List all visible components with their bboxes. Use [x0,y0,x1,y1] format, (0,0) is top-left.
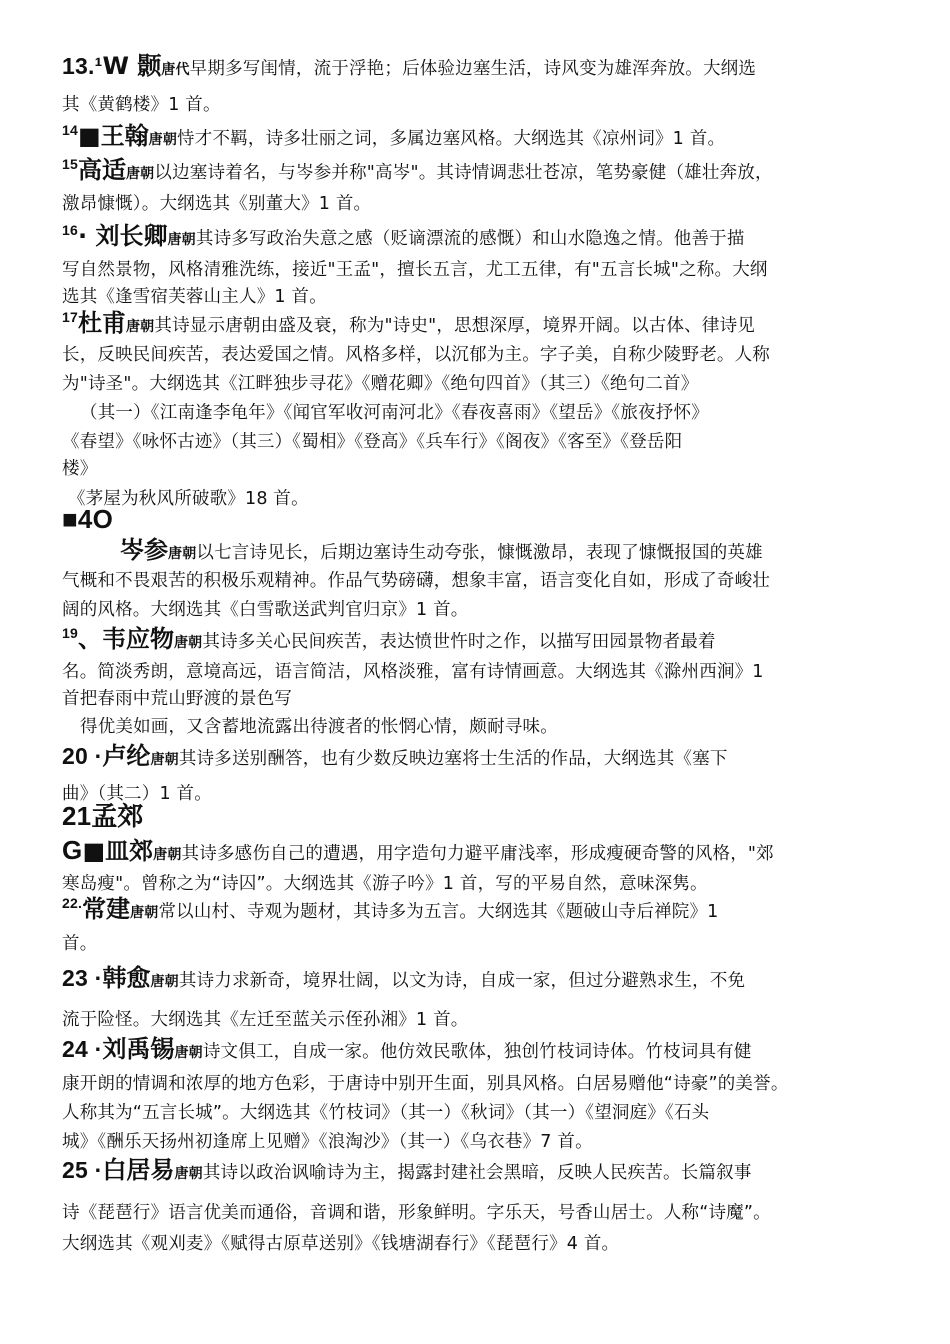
entry-text: 其诗显示唐朝由盛及衰，称为"诗史"，思想深厚，境界开阔。以古体、律诗见 [154,316,755,336]
dynasty-label: 唐代 [161,62,190,78]
entry-text-line: 激昂慷慨）。大纲选其《别董大》1 首。 [62,194,372,214]
dynasty-label: 唐朝 [153,847,182,863]
poet-name: 韩愈 [102,964,151,992]
entry-text: 常以山村、寺观为题材，其诗多为五言。大纲选其《题破山寺后禅院》1 [158,902,719,922]
poet-name: 杜甫 [77,309,126,337]
poet-name: 、韦应物 [77,625,174,653]
entry-text-line: 得优美如画，又含蓄地流露出待渡者的怅惘心情，颇耐寻味。 [80,717,558,737]
entry-text-line: 曲》（其二）1 首。 [62,784,212,804]
entry-text-line: 阔的风格。大纲选其《白雪歌送武判官归京》1 首。 [62,600,469,620]
dynasty-label: 唐朝 [174,1045,203,1061]
dynasty-label: 唐朝 [150,974,179,990]
entry-17-heading-line [62,311,755,339]
entry-text-line: 其《黄鹤楼》1 首。 [62,95,221,115]
entry-number: 16 [62,222,78,238]
entry-text-line: （其一）《江南逢李龟年》《闻官军收河南河北》《春夜喜雨》《望岳》《旅夜抒怀》 [80,403,709,423]
poet-name: ■王翰 [77,122,149,150]
entry-18-number-line [62,504,113,535]
dynasty-label: 唐朝 [125,319,155,335]
poet-name: 常建 [82,895,131,923]
entry-number: 22. [62,895,83,911]
entry-number: 20 · [62,743,103,769]
dynasty-label: 唐朝 [167,232,196,248]
entry-number: 17 [62,309,78,325]
dynasty-label: 唐朝 [125,166,155,182]
poet-name: W 颢 [102,52,162,80]
poet-name: 白居易 [102,1156,175,1184]
entry-number: G [62,835,83,865]
poet-name: 刘禹锡 [102,1035,175,1063]
entry-text-line: 诗《琵琶行》语言优美而通俗，音调和谐，形象鲜明。字乐天，号香山居士。人称“诗魔”。 [62,1203,771,1223]
entry-text-line: 康开朗的情调和浓厚的地方色彩，于唐诗中别开生面，别具风格。白居易赠他“诗豪”的美誉。 [62,1074,789,1094]
entry-text-line: 选其《逢雪宿芙蓉山主人》1 首。 [62,287,327,307]
entry-text-line: 首。 [62,934,98,954]
entry-number: 25 · [62,1157,103,1183]
entry-22-heading-line [62,897,719,925]
entry-text-line: 大纲选其《观刈麦》《赋得古原草送别》《钱塘湖春行》《琵琶行》4 首。 [62,1234,620,1254]
entry-text: 其诗多感伤自己的遭遇，用字造句力避平庸浅率，形成瘦硬奇警的风格，"郊 [181,844,774,864]
poet-name: ■皿郊 [82,837,154,865]
poet-name: · 刘长卿 [77,222,168,250]
entry-text-line: 气概和不畏艰苦的积极乐观精神。作品气势磅礴，想象丰富，语言变化自如，形成了奇峻壮 [62,571,770,591]
dynasty-label: 唐朝 [150,752,179,768]
entry-text-line: 名。简淡秀朗，意境高远，语言简洁，风格淡雅，富有诗情画意。大纲选其《滁州西涧》1 [62,662,764,682]
entry-15-heading-line [62,158,773,186]
entry-text-line: 人称其为“五言长城”。大纲选其《竹枝词》（其一）《秋词》（其一）《望洞庭》《石头 [62,1103,710,1123]
entry-text-line: 流于险怪。大纲选其《左迁至蓝关示侄孙湘》1 首。 [62,1010,469,1030]
entry-number: 13.¹ [62,53,103,79]
entry-text-line: 《春望》《咏怀古迹》（其三）《蜀相》《登高》《兵车行》《阁夜》《客至》《登岳阳 [62,432,683,452]
entry-text-line: 首把春雨中荒山野渡的景色写 [62,689,293,709]
entry-19-heading-line [62,627,716,655]
entry-number: 15 [62,156,78,172]
dynasty-label: 唐朝 [148,132,178,148]
entry-text: 以边塞诗着名，与岑参并称"高岑"。其诗情调悲壮苍凉，笔势豪健（雄壮奔放， [154,163,773,183]
entry-text-line: 楼》 [62,459,98,479]
entry-13-heading-line [62,54,756,82]
entry-number: 14 [62,122,78,138]
poet-name: 岑参 [120,536,168,564]
entry-text-line: 城》《酬乐天扬州初逢席上见赠》《浪淘沙》（其一）《乌衣巷》7 首。 [62,1132,593,1152]
entry-20-heading-line [62,744,728,772]
entry-text: 其诗力求新奇，境界壮阔，以文为诗，自成一家，但过分避熟求生，不免 [178,971,746,991]
dynasty-label: 唐朝 [168,546,197,562]
entry-text-line: 写自然景物，风格清雅洗练，接近"王孟"，擅长五言，尤工五律，有"五言长城"之称。大纲 [62,260,768,280]
poet-name: 孟郊 [91,802,144,832]
entry-number: 24 · [62,1036,103,1062]
entry-number: 23 · [62,965,103,991]
entry-text: 其诗以政治讽喻诗为主，揭露封建社会黑暗，反映人民疾苦。长篇叙事 [202,1163,752,1183]
entry-24-heading-line [62,1037,752,1065]
entry-text: 早期多写闺情，流于浮艳；后体验边塞生活，诗风变为雄浑奔放。大纲选 [189,59,757,79]
entry-number: 21 [62,801,92,831]
entry-text: 其诗多送别酬答，也有少数反映边塞将士生活的作品，大纲选其《塞下 [178,749,728,769]
entry-text: 其诗多写政治失意之感（贬谪漂流的感慨）和山水隐逸之情。他善于描 [195,229,745,249]
entry-text: 恃才不羁，诗多壮丽之词，多属边塞风格。大纲选其《凉州词》1 首。 [177,129,726,149]
entry-25-heading-line [62,1158,752,1186]
entry-21-detail-line [62,835,774,867]
entry-14-heading-line [62,124,725,152]
entry-text-line: 寒岛瘦"。曾称之为“诗囚”。大纲选其《游子吟》1 首，写的平易自然，意味深隽。 [62,874,708,894]
poet-name: 卢纶 [102,742,151,770]
dynasty-label: 唐朝 [174,1166,203,1182]
entry-text-line: 《茅屋为秋风所破歌》18 首。 [68,489,309,509]
dynasty-label: 唐朝 [130,905,159,921]
entry-text: 以七言诗见长，后期边塞诗生动夸张，慷慨激昂，表现了慷慨报国的英雄 [196,543,763,563]
entry-number: 19 [62,625,78,641]
poet-name: 高适 [77,156,126,184]
entry-23-heading-line [62,966,745,994]
entry-text-line: 长，反映民间疾苦，表达爱国之情。风格多样，以沉郁为主。字子美，自称少陵野老。人称 [62,345,770,365]
entry-text: 诗文俱工，自成一家。他仿效民歌体，独创竹枝词诗体。竹枝词具有健 [202,1042,752,1062]
entry-text-line: 为"诗圣"。大纲选其《江畔独步寻花》《赠花卿》《绝句四首》（其三）《绝句二首》 [62,374,699,394]
entry-text: 其诗多关心民间疾苦，表达愤世忤时之作，以描写田园景物者最着 [202,632,716,652]
entry-number: ■4O [62,504,113,534]
entry-16-heading-line [62,224,745,252]
dynasty-label: 唐朝 [173,635,203,651]
entry-18-heading-line [120,538,763,566]
entry-21-heading-line [62,801,144,832]
